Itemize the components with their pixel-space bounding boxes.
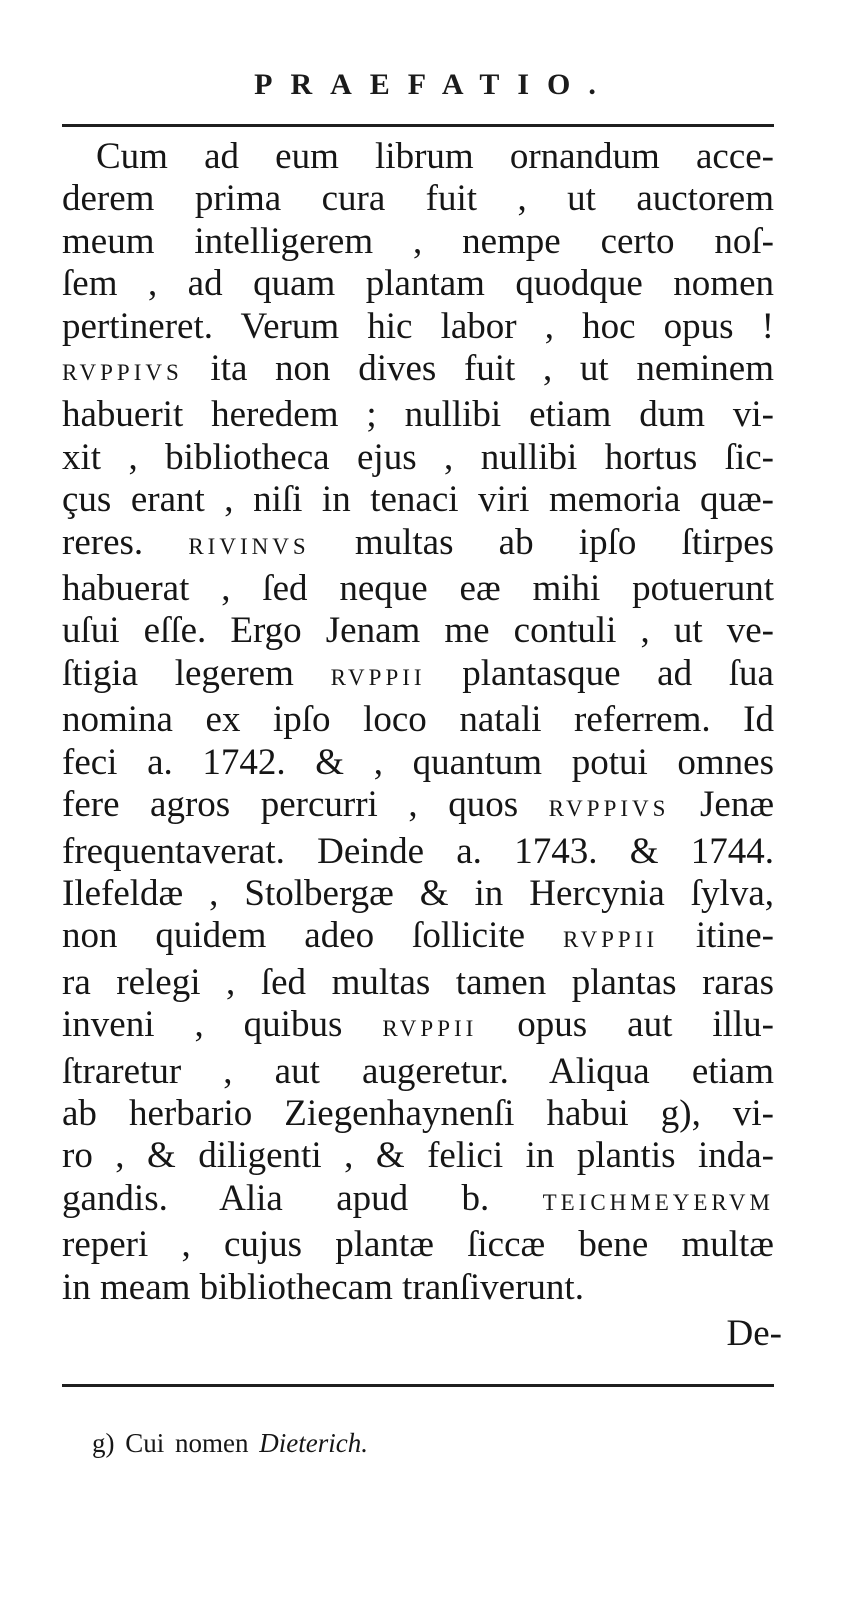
- text-line: [62, 1178, 774, 1224]
- text-segment: Jenæ: [700, 784, 774, 826]
- text-line: habuerit heredem ; nullibi etiam dum vi-: [62, 394, 774, 436]
- text-line: meum intelligerem , nempe certo noſ-: [62, 220, 774, 262]
- text-line: Cum ad eum librum ornandum acce-: [96, 136, 774, 177]
- footnote: [92, 1428, 368, 1459]
- text-line: in meam bibliothecam tranſiverunt.: [62, 1266, 584, 1308]
- text-line: [62, 1004, 774, 1050]
- text-line: çus erant , niſi in tenaci viri memoria quæ-: [62, 479, 774, 521]
- text-line: ra relegi , ſed multas tamen plantas raras: [62, 961, 774, 1003]
- text-line: ro , & diligenti , & felici in plantis inda-: [62, 1135, 774, 1177]
- small-caps-name: RIVINVS: [188, 533, 310, 559]
- text-line: uſui eſſe. Ergo Jenam me contuli , ut ve-: [62, 610, 774, 652]
- text-line: derem prima cura fuit , ut auctorem: [62, 178, 774, 220]
- header-rule: [62, 124, 774, 127]
- text-line: [62, 784, 774, 830]
- text-line: [62, 915, 774, 961]
- text-line: ab herbario Ziegenhaynenſi habui g), vi-: [62, 1092, 774, 1134]
- text-segment: gandis. Alia apud b.: [62, 1177, 490, 1219]
- text-line: pertineret. Verum hic labor , hoc opus !: [62, 305, 774, 347]
- running-header: PRAEFATIO.: [254, 68, 614, 101]
- text-segment: ita non dives fuit , ut neminem: [210, 348, 774, 390]
- text-line: nomina ex ipſo loco natali referrem. Id: [62, 699, 774, 741]
- small-caps-name: RVPPIVS: [548, 796, 670, 822]
- text-segment: opus aut illu-: [517, 1004, 774, 1046]
- small-caps-name: RVPPII: [382, 1016, 478, 1042]
- text-segment: reres.: [62, 521, 144, 563]
- text-line: habuerat , ſed neque eæ mihi potuerunt: [62, 568, 774, 610]
- small-caps-name: RVPPIVS: [62, 360, 183, 386]
- text-segment: inveni , quibus: [62, 1004, 343, 1046]
- text-segment: itine-: [695, 915, 774, 957]
- catchword: De-: [726, 1313, 782, 1354]
- text-segment: ſtigia legerem: [62, 652, 294, 694]
- text-line: [62, 653, 774, 699]
- text-line: ſtraretur , aut augeretur. Aliqua etiam: [62, 1050, 774, 1092]
- footnote-rule: [62, 1384, 774, 1387]
- text-line: feci a. 1742. & , quantum potui omnes: [62, 741, 774, 783]
- text-segment: plantasque ad ſua: [462, 652, 774, 694]
- text-line: reperi , cujus plantæ ſiccæ bene multæ: [62, 1224, 774, 1266]
- text-line: [62, 348, 774, 394]
- text-line: frequentaverat. Deinde a. 1743. & 1744.: [62, 830, 774, 872]
- text-segment: fere agros percurri , quos: [62, 784, 519, 826]
- footnote-text: Cui nomen: [125, 1428, 249, 1458]
- text-segment: non quidem adeo ſollicite: [62, 915, 526, 957]
- text-segment: multas ab ipſo ſtirpes: [354, 521, 775, 563]
- small-caps-name: TEICHMEYERVM: [542, 1189, 774, 1215]
- small-caps-name: RVPPII: [330, 664, 426, 690]
- small-caps-name: RVPPII: [562, 927, 658, 953]
- text-line: Ilefeldæ , Stolbergæ & in Hercynia ſylva,: [62, 872, 774, 914]
- footnote-name: Dieterich.: [259, 1428, 368, 1458]
- footnote-marker: g): [92, 1428, 115, 1458]
- text-line: xit , bibliotheca ejus , nullibi hortus ſic-: [62, 436, 774, 478]
- text-line: ſem , ad quam plantam quodque nomen: [62, 263, 774, 305]
- text-line: [62, 522, 774, 568]
- body-paragraph: [62, 136, 774, 1309]
